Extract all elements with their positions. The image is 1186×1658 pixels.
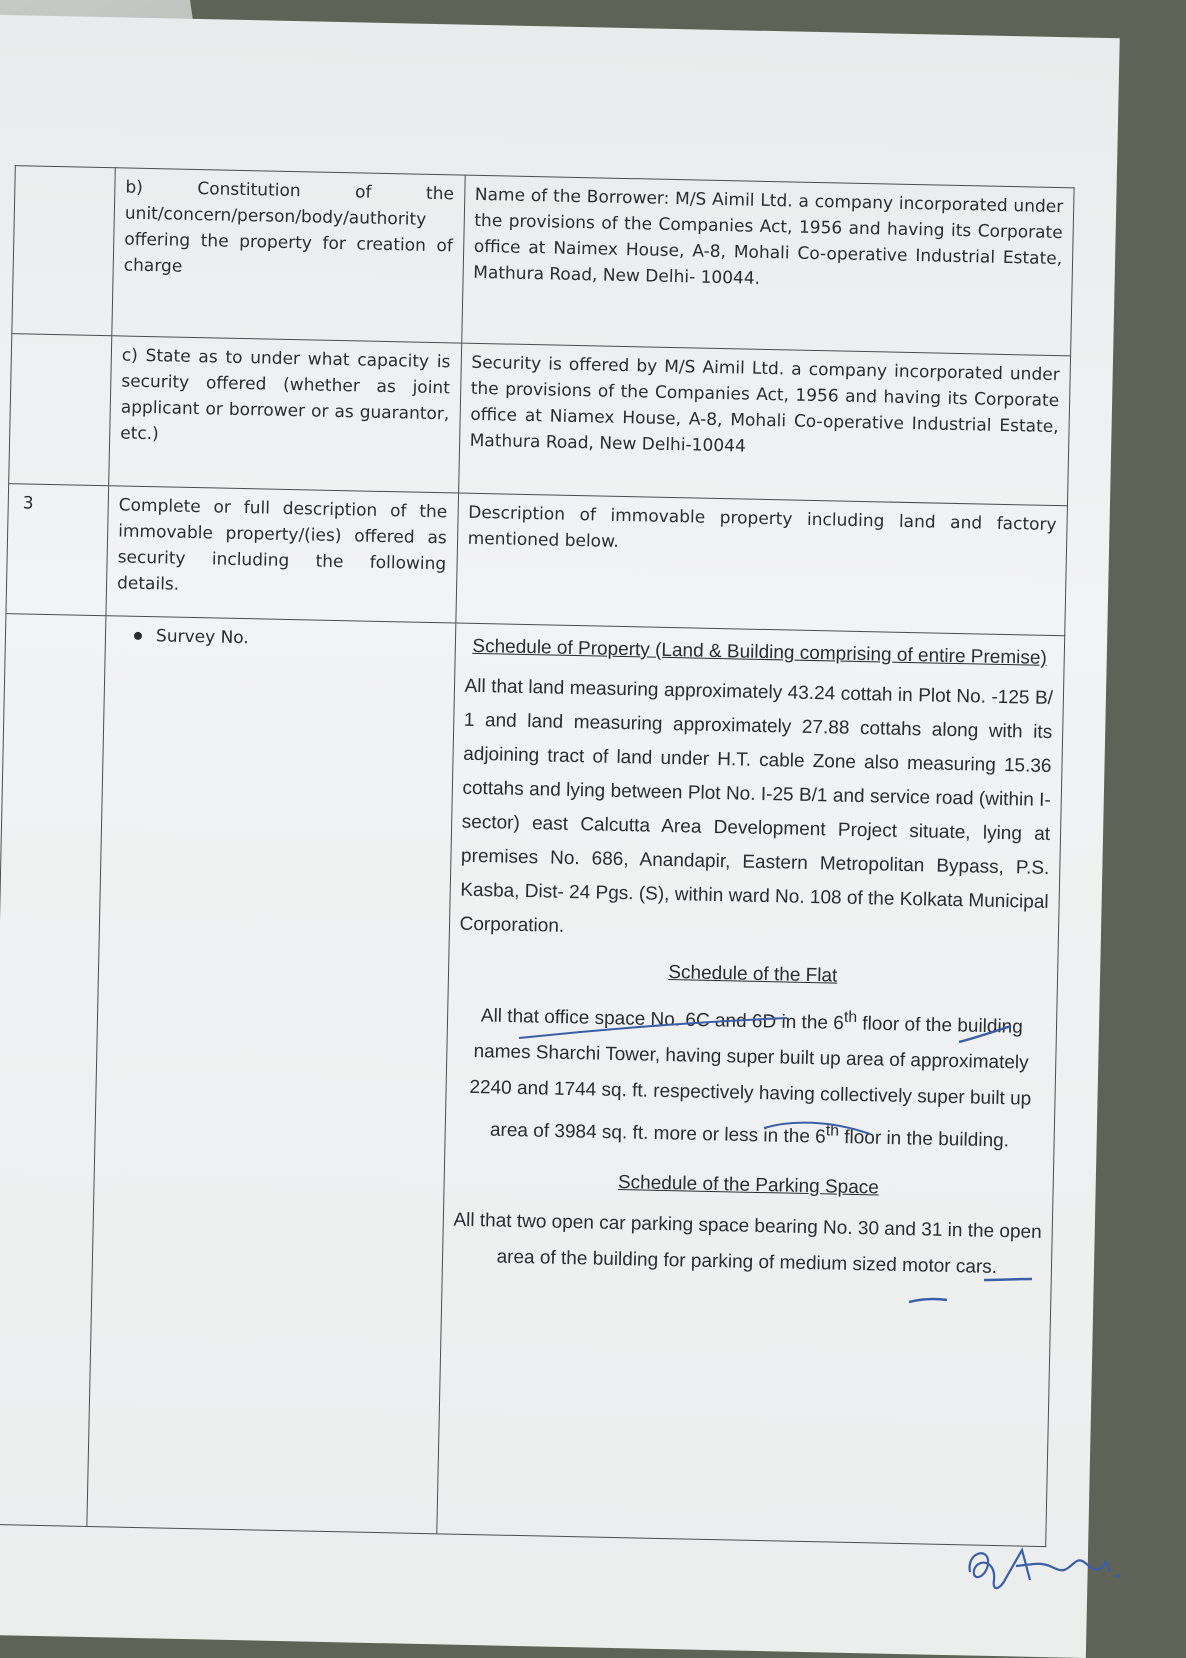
flat-text-part3: floor in the building. [838,1127,1010,1152]
row-number: 3 [6,484,109,616]
flat-text-part2: floor of the building names Sharchi Tower, having super built up area of approximately 2240 and 1744 sq. ft. respectively having collectively super built up area of 3984 sq. ft. more or less in the 6 [469,1013,1032,1149]
pen-tick-mark [980,1268,1040,1288]
schedule-parking-title: Schedule of the Parking Space [617,1171,880,1199]
row-c-label: c) State as to under what capacity is security offered (whether as joint applicant or borrower or as guarantor, etc.) [109,336,462,493]
row-3-label: Complete or full description of the immovable property/(ies) offered as security including the following details. [106,486,458,623]
row-c-value: Security is offered by M/S Aimil Ltd. a company incorporated under the provisions of the Companies Act, 1956 and having its Corporate office at Niamex House, A-8, Mohali Co-operative Industrial Estate, Mathura Road, New Delhi-10044 [458,343,1070,506]
row-number-cell [9,334,112,486]
table-row [0,614,1065,1547]
row-b-label: b) Constitution of the unit/concern/person/body/authority offering the property for creation of charge [112,168,465,343]
survey-cell [87,616,456,1534]
handwritten-signature [960,1532,1180,1602]
pen-underline-mark [515,1008,815,1048]
pen-arc-mark [760,1118,880,1142]
document-page [0,14,1120,1658]
flat-superscript: th [843,1008,858,1027]
pen-tick-mark [905,1290,955,1310]
schedule-parking-body: All that two open car parking space bearing No. 30 and 31 in the open area of the building for parking of medium sized motor cars. [453,1209,1042,1278]
pen-tick-mark [955,1020,1025,1050]
row-b-value: Name of the Borrower: M/S Aimil Ltd. a company incorporated under the provisions of the Companies Act, 1956 and having its Corporate office at Naimex House, A-8, Mohali Co-operative Industrial Estate, Mathura Road, New Delhi- 10044. [461,175,1074,356]
schedule-property-body: All that land measuring approximately 43.24 cottah in Plot No. -125 B/ 1 and land measuring approximately 27.88 cottahs along with its adjoining tract of land under H.T. cable Zone also measuring 15.36 cottahs and lying between Plot No. I-25 B/1 and service road (within I- sector) east Calcutta Area Development Project situate, lying at premises No. 686, Anandapir, Eastern Metropolitan Bypass, P.S. Kasba, Dist- 24 Pgs. (S), within ward No. 108 of the Kolkata Municipal Corporation. [459,675,1054,937]
table-row [12,166,1074,356]
schedule-cell [436,623,1064,1547]
flat-superscript: th [825,1122,840,1140]
flat-text-part1: All that office space No. 6C and 6D in the 6 [480,1005,845,1035]
schedule-property-title: Schedule of Property (Land & Building comprising of entire Premise) [472,635,1048,669]
row-number-cell [12,166,116,336]
table-row [9,334,1071,506]
row-3-value: Description of immovable property including land and factory mentioned below. [455,493,1067,636]
schedule-flat-title: Schedule of the Flat [668,962,838,987]
survey-no-label: Survey No. [116,622,445,655]
property-details-table [0,165,1075,1547]
table-row [6,484,1067,636]
